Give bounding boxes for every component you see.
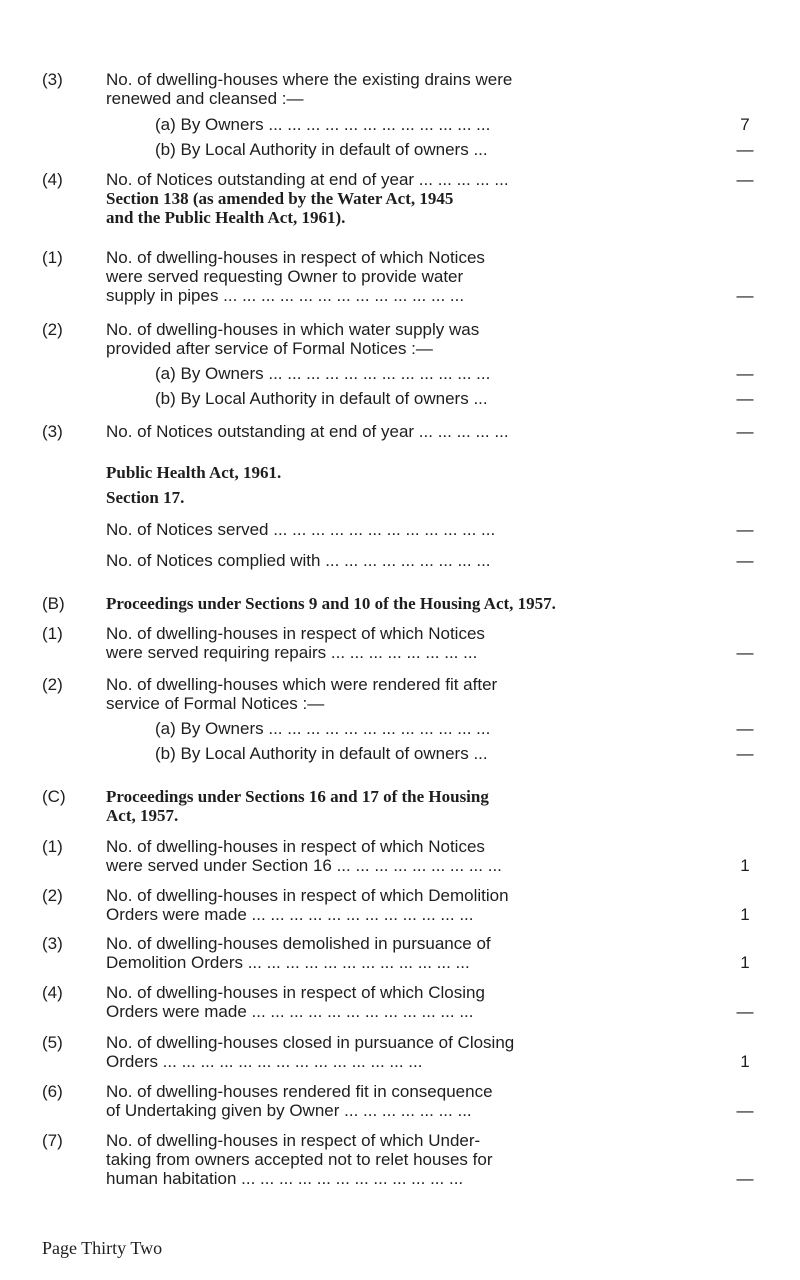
item-number: (4): [42, 983, 63, 1002]
item-value: 7: [740, 115, 750, 134]
item-text-line: were served requiring repairs ... ... ... ... ... ... ... ...: [106, 643, 478, 662]
item-text-line: No. of dwelling-houses which were rendered fit after: [106, 675, 498, 694]
item-number: (3): [42, 70, 63, 89]
item-text-line: renewed and cleansed :—: [106, 89, 304, 108]
item-number: (1): [42, 837, 63, 856]
subitem-text: (b) By Local Authority in default of owners ...: [155, 389, 488, 408]
item-number: (C): [42, 787, 66, 806]
heading-line: Proceedings under Sections 9 and 10 of the Housing Act, 1957.: [106, 594, 556, 613]
item-value: —: [736, 286, 754, 305]
item-text-line: No. of dwelling-houses in respect of which Closing: [106, 983, 485, 1002]
item-value: —: [736, 170, 754, 189]
item-text-line: No. of dwelling-houses in which water supply was: [106, 320, 480, 339]
item-number: (3): [42, 934, 63, 953]
subitem-text: (b) By Local Authority in default of owners ...: [155, 744, 488, 763]
item-text-line: No. of dwelling-houses where the existing drains were: [106, 70, 513, 89]
item-value: —: [736, 1002, 754, 1021]
item-number: (6): [42, 1082, 63, 1101]
item-text-line: No. of dwelling-houses demolished in pursuance of: [106, 934, 491, 953]
item-number: (B): [42, 594, 65, 613]
heading-line: and the Public Health Act, 1961).: [106, 208, 346, 227]
item-number: (5): [42, 1033, 63, 1052]
subitem-text: (a) By Owners ... ... ... ... ... ... ... ... ... ... ... ...: [155, 364, 491, 383]
item-number: (1): [42, 624, 63, 643]
item-value: 1: [740, 905, 750, 924]
item-value: —: [736, 719, 754, 738]
item-number: (2): [42, 886, 63, 905]
item-text-line: No. of Notices outstanding at end of year ... ... ... ... ...: [106, 422, 509, 441]
item-text-line: Orders were made ... ... ... ... ... ... ... ... ... ... ... ...: [106, 1002, 474, 1021]
heading-line: Act, 1957.: [106, 806, 179, 825]
item-text-line: service of Formal Notices :—: [106, 694, 325, 713]
heading-line: Public Health Act, 1961.: [106, 463, 282, 482]
heading-line: Section 138 (as amended by the Water Act, 1945: [106, 189, 454, 208]
item-text-line: No. of dwelling-houses in respect of which Demolition: [106, 886, 509, 905]
item-text-line: No. of Notices served ... ... ... ... ... ... ... ... ... ... ... ...: [106, 520, 496, 539]
item-text-line: were served under Section 16 ... ... ... ... ... ... ... ... ...: [106, 856, 502, 875]
item-value: —: [736, 744, 754, 763]
item-text-line: human habitation ... ... ... ... ... ... ... ... ... ... ... ...: [106, 1169, 464, 1188]
item-value: —: [736, 551, 754, 570]
item-value: 1: [740, 856, 750, 875]
item-text-line: of Undertaking given by Owner ... ... ... ... ... ... ...: [106, 1101, 472, 1120]
item-text-line: No. of dwelling-houses rendered fit in consequence: [106, 1082, 493, 1101]
item-value: —: [736, 422, 754, 441]
item-number: (1): [42, 248, 63, 267]
heading-line: Proceedings under Sections 16 and 17 of the Housing: [106, 787, 489, 806]
item-text-line: No. of Notices outstanding at end of year ... ... ... ... ...: [106, 170, 509, 189]
heading-line: Section 17.: [106, 488, 185, 507]
item-text-line: No. of dwelling-houses in respect of which Under-: [106, 1131, 481, 1150]
item-text-line: No. of dwelling-houses in respect of which Notices: [106, 624, 485, 643]
item-text-line: Orders ... ... ... ... ... ... ... ... ... ... ... ... ... ...: [106, 1052, 423, 1071]
item-value: —: [736, 140, 754, 159]
subitem-text: (a) By Owners ... ... ... ... ... ... ... ... ... ... ... ...: [155, 719, 491, 738]
item-value: —: [736, 1101, 754, 1120]
item-text-line: supply in pipes ... ... ... ... ... ... ... ... ... ... ... ... ...: [106, 286, 465, 305]
item-number: (2): [42, 320, 63, 339]
item-value: 1: [740, 1052, 750, 1071]
item-value: —: [736, 389, 754, 408]
item-number: (3): [42, 422, 63, 441]
subitem-text: (b) By Local Authority in default of owners ...: [155, 140, 488, 159]
item-number: (2): [42, 675, 63, 694]
subitem-text: (a) By Owners ... ... ... ... ... ... ... ... ... ... ... ...: [155, 115, 491, 134]
page-footer: Page Thirty Two: [42, 1238, 163, 1258]
item-text-line: taking from owners accepted not to relet houses for: [106, 1150, 493, 1169]
item-number: (4): [42, 170, 63, 189]
item-value: 1: [740, 953, 750, 972]
item-text-line: provided after service of Formal Notices :—: [106, 339, 433, 358]
item-text-line: Orders were made ... ... ... ... ... ... ... ... ... ... ... ...: [106, 905, 474, 924]
item-number: (7): [42, 1131, 63, 1150]
item-text-line: were served requesting Owner to provide water: [106, 267, 464, 286]
item-value: —: [736, 520, 754, 539]
item-text-line: No. of Notices complied with ... ... ... ... ... ... ... ... ...: [106, 551, 491, 570]
item-text-line: Demolition Orders ... ... ... ... ... ... ... ... ... ... ... ...: [106, 953, 470, 972]
item-text-line: No. of dwelling-houses in respect of which Notices: [106, 248, 485, 267]
item-value: —: [736, 364, 754, 383]
item-value: —: [736, 1169, 754, 1188]
item-value: —: [736, 643, 754, 662]
item-text-line: No. of dwelling-houses in respect of which Notices: [106, 837, 485, 856]
item-text-line: No. of dwelling-houses closed in pursuance of Closing: [106, 1033, 515, 1052]
